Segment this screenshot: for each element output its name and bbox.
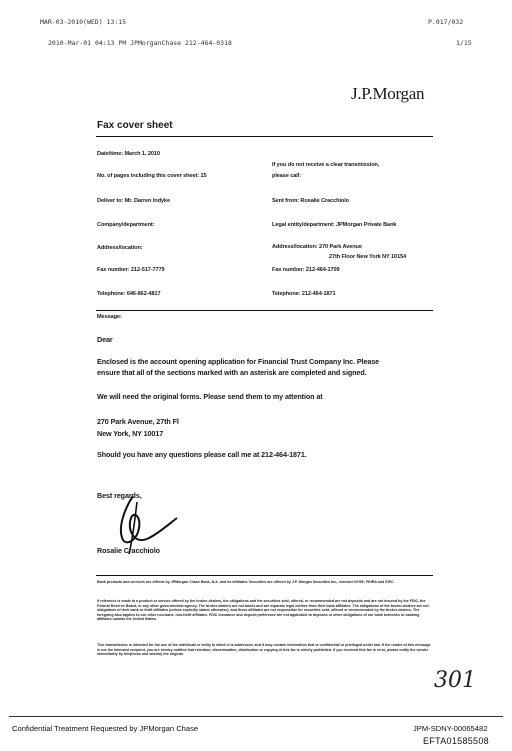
date-field: Date/time: March 1, 2010 [97,151,160,157]
jpmorgan-logo: J.P.Morgan [351,84,425,103]
sent-from-field: Sent from: Rosalie Cracchiolo [272,198,349,204]
title-rule [96,136,433,137]
para3: Should you have any questions please call me at 212-464-1871. [97,450,307,459]
message-label: Message: [97,314,122,320]
sender-telephone-field: Telephone: 212-464-1871 [272,291,336,297]
fax-header-line1-left: MAR-03-2010(WED) 13:15 [40,18,127,26]
fax-header-line2-right: 1/15 [456,39,472,47]
address-line2: New York, NY 10017 [97,429,164,438]
telephone-field: Telephone: 646-862-4817 [97,291,161,297]
notice-line2: please call: [272,173,301,179]
closing: Best regards, [97,491,142,500]
fax-header-line1-right: P.017/032 [428,18,464,26]
para1-line2: ensure that all of the sections marked with an asterisk are completed and signed. [97,368,367,377]
deliver-to-field: Deliver to: Mr. Darren Indyke [97,198,170,204]
address-line1: 270 Park Avenue, 27th Fl [97,417,179,426]
notice-line1: If you do not receive a clear transmission, [272,162,380,168]
pages-field: No. of pages including this cover sheet: 15 [97,173,207,179]
para1-line1: Enclosed is the account opening application for Financial Trust Company Inc. Please [97,357,380,366]
disclaimer-rule [96,575,433,576]
para2: We will need the original forms. Please send them to my attention at [97,392,323,401]
sender-address-line2: 27th Floor New York NY 10154 [329,254,407,260]
fax-header-line2-left: 2010-Mar-01 04:13 PM JPMorganChase 212-464-0318 [48,39,232,47]
disclaimer-1: Bank products and services are offered by JPMorgan Chase Bank, N.A. and its affiliates. Securities are offered by J.P. Morgan Securities Inc., member NYSE, FINRA and SIPC. [97,580,395,584]
legal-entity-field: Legal entity/department: JPMorgan Private Bank [272,222,397,228]
sender-fax-field: Fax number: 212-464-1709 [272,267,340,273]
disclaimer-3: This transmission is intended for the use of the individual or entity to which it is addressed, and it may contain information that is confidential or privileged under law. If the reader of this message is not the intended recipient, you are hereby notified that retention, dissemination, distribution or copying of this fax is strictly prohibited. If you received this fax in error, please notify the sender immediately by telephone and destroy the original. [97,643,431,656]
fax-number-field: Fax number: 212-517-7779 [97,267,165,273]
message-rule [96,310,433,311]
signer-name: Rosalie Cracchiolo [97,546,160,555]
footer-confidential: Confidential Treatment Requested by JPMorgan Chase [12,724,199,733]
salutation: Dear [97,335,113,344]
page-title: Fax cover sheet [97,120,173,131]
company-field: Company/department: [97,222,155,228]
handwritten-number: 301 [434,668,476,693]
sender-address-line1: Address/location: 270 Park Avenue [272,244,362,250]
footer-bates-jpm: JPM-SDNY-00065482 [413,724,488,733]
footer-bates-efta: EFTA01585508 [423,736,489,746]
disclaimer-2: If reference is made to a product or service offered by the broker-dealers, the obligations and the securities sold, offered, or recommended are not deposits and are not insured by the FDIC, the Federal Reserve Board, or any other governmental agency. The broker-dealers are not banks and are separate legal entities from their bank affiliates. The obligations of the broker-dealers are not obligations of their bank or thrift affiliates (unless explicitly stated otherwise), and these affiliates are not responsible for securities sold, offered or recommended by the broker-dealers. The foregoing also applies to our other non-bank, non-thrift affiliates. FDIC insurance and deposit preference are not applicable to deposits or other obligations of our bank branches or banking affiliates outside the United States. [97,599,429,621]
address-field: Address/location: [97,245,143,251]
footer-rule [9,716,503,717]
